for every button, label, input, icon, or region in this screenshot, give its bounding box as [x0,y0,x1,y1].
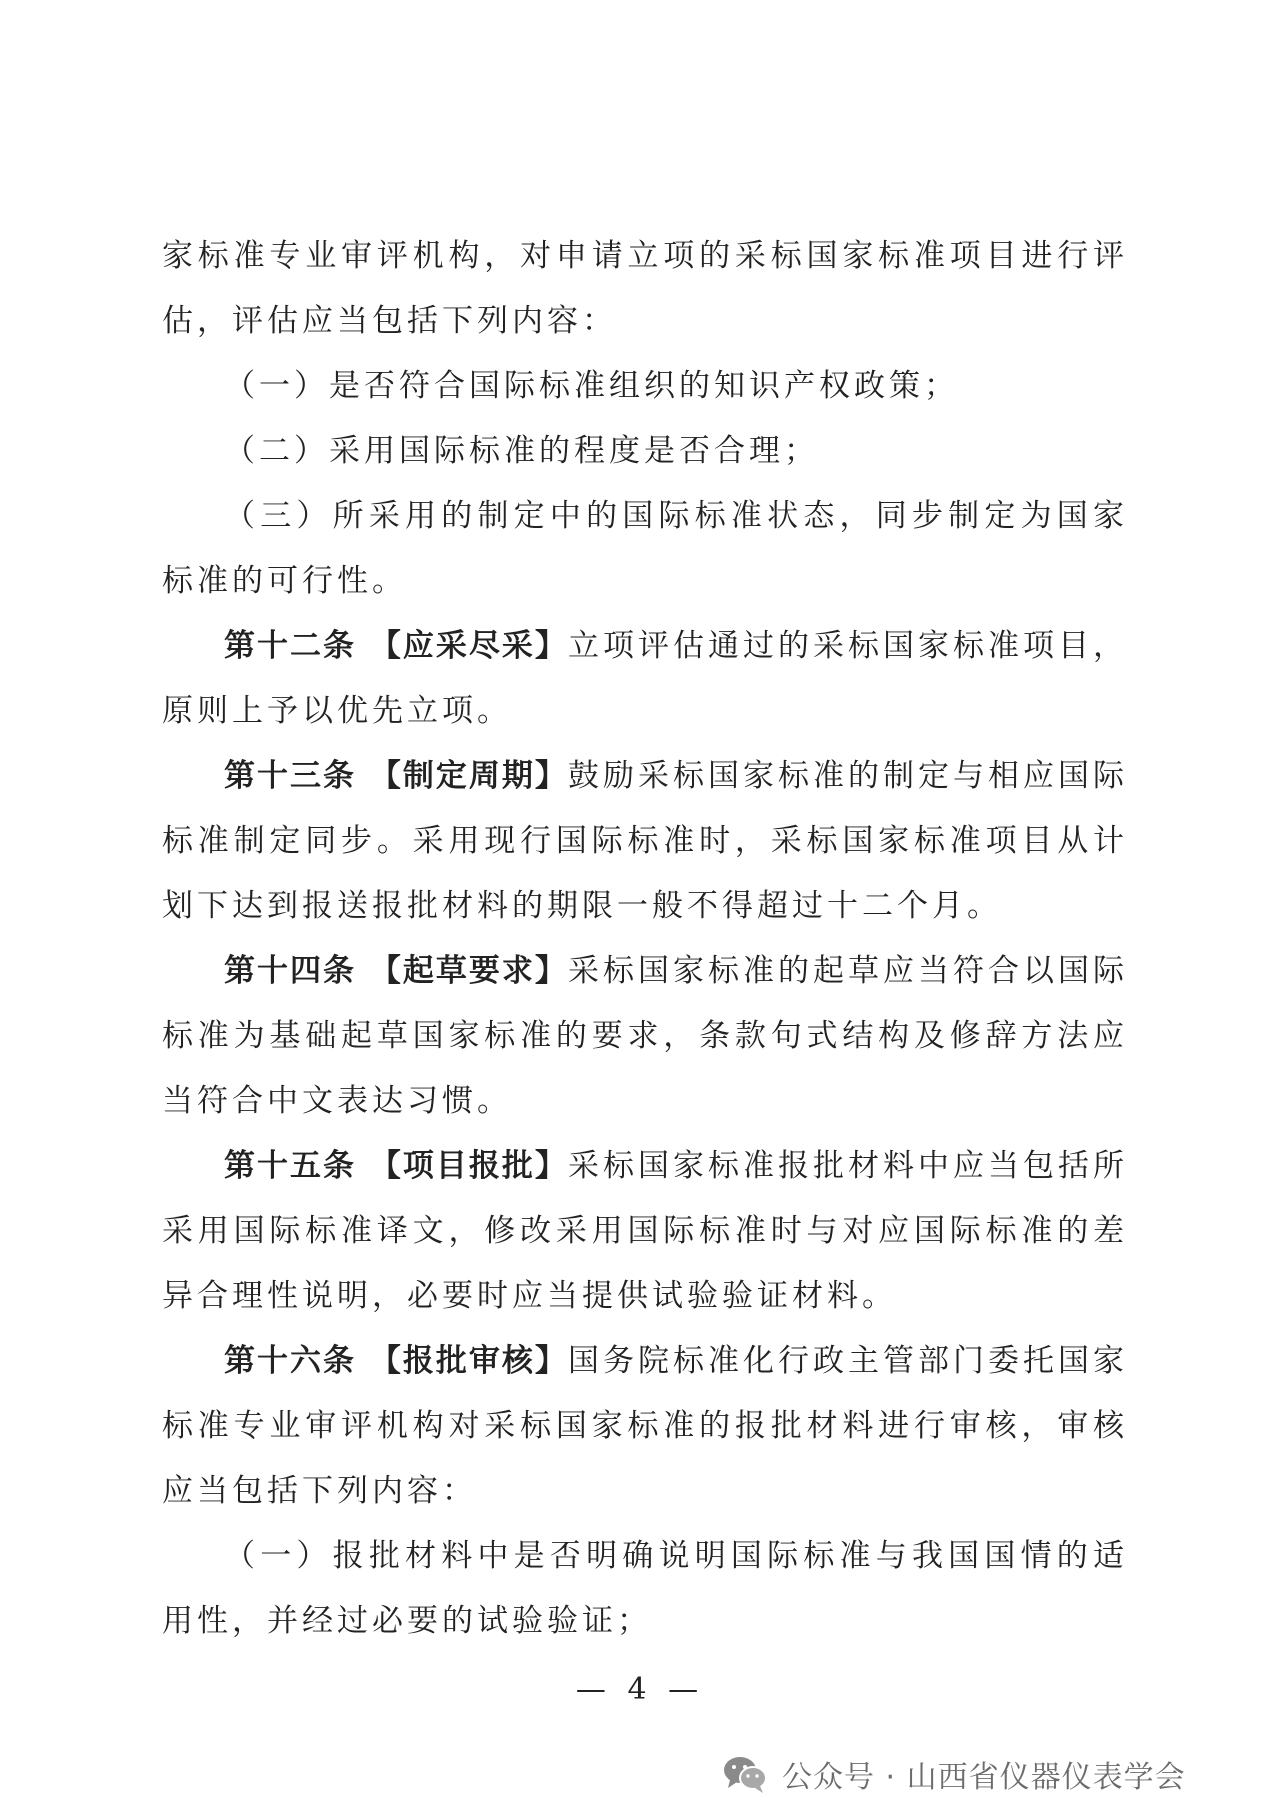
paragraph-4: （三）所采用的制定中的国际标准状态，同步制定为国家标准的可行性。 [162,498,1128,599]
paragraph-1: 家标准专业审评机构，对申请立项的采标国家标准项目进行评估，评估应当包括下列内容： [162,238,1128,339]
paragraph-3: （二）采用国际标准的程度是否合理； [224,433,819,469]
article-number: 第十六条 [224,1343,357,1379]
watermark-text: 公众号 · 山西省仪器仪表学会 [782,1760,1186,1795]
paragraph-2: （一）是否符合国际标准组织的知识产权政策； [224,368,959,404]
page-number: — 4 — [575,1672,705,1707]
article-16 [162,1329,1128,1524]
article-number: 第十三条 [224,758,357,794]
article-14 [162,939,1128,1134]
document-body [162,224,1128,1654]
article-title: 【制定周期】 [369,758,568,794]
article-12 [162,614,1128,744]
article-title: 【项目报批】 [369,1148,568,1184]
watermark [722,1750,1186,1798]
article-number: 第十五条 [224,1148,357,1184]
article-number: 第十四条 [224,953,357,989]
article-text: 国务院标准化行政主管部门委托国家标准专业审评机构对采标国家标准的报批材料进行审核，审核应当包括下列内容： [162,1343,1129,1509]
article-13 [162,744,1128,939]
article-text: 采标国家标准的起草应当符合以国际标准为基础起草国家标准的要求，条款句式结构及修辞方法应当符合中文表达习惯。 [162,953,1129,1119]
article-text: 采标国家标准报批材料中应当包括所采用国际标准译文，修改采用国际标准时与对应国际标准的差异合理性说明，必要时应当提供试验验证材料。 [162,1148,1129,1314]
article-title: 【报批审核】 [369,1343,568,1379]
article-15 [162,1134,1128,1329]
wechat-icon [722,1754,768,1794]
article-text: 鼓励采标国家标准的制定与相应国际标准制定同步。采用现行国际标准时，采标国家标准项目从计划下达到报送报批材料的期限一般不得超过十二个月。 [162,758,1129,924]
paragraph-last: （一）报批材料中是否明确说明国际标准与我国国情的适用性，并经过必要的试验验证； [162,1538,1128,1639]
article-title: 【应采尽采】 [369,628,568,664]
article-title: 【起草要求】 [369,953,568,989]
article-number: 第十二条 [224,628,357,664]
article-text: 立项评估通过的采标国家标准项目，原则上予以优先立项。 [162,628,1129,729]
